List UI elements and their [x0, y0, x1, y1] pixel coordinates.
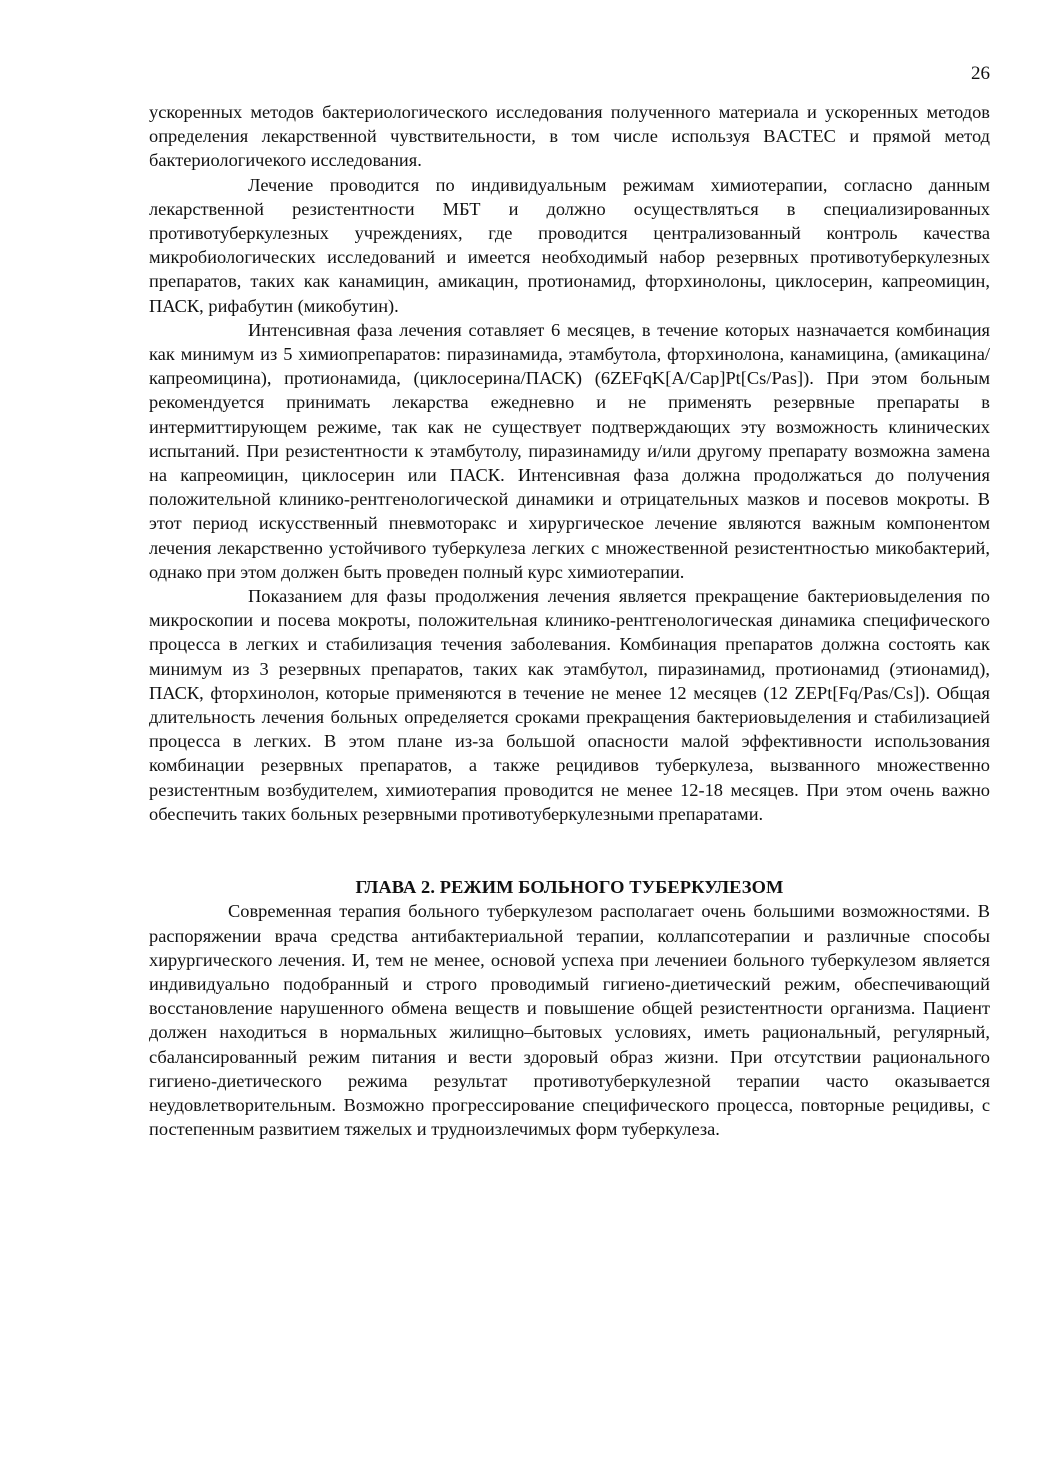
paragraph-chapter-intro: Современная терапия больного туберкулезом располагает очень большими возможностями. В распоряжении врача средства антибактериальной терапии, коллапсотерапии и различные способы хирургического лечения. И, тем не менее, основой успеха при лечениеи больного туберкулезом является индивидуально подобранный и строго проводимый гигиено-диетический режим, обеспечивающий восстановление нарушенного обмена веществ и повышение общей резистентности организма. Пациент должен находиться в нормальных жилищно–бытовых условиях, иметь рациональный, регулярный, сбалансированный режим питания и вести здоровый образ жизни. При отсутствии рационального гигиено-диетического режима результат противотуберкулезной терапии часто оказывается неудовлетворительным. Возможно прогрессирование специфического процесса, повторные рецидивы, с постепенным развитием тяжелых и трудноизлечимых форм туберкулеза. [149, 901, 990, 1140]
chapter-title: ГЛАВА 2. РЕЖИМ БОЛЬНОГО ТУБЕРКУЛЕЗОМ [355, 877, 784, 898]
paragraph-intensive-phase: Интенсивная фаза лечения сотавляет 6 месяцев, в течение которых назначается комбинация как минимум из 5 химиопрепаратов: пиразинамида, этамбутола, фторхинолона, канамицина, (амикацина/капреомицина), протионамида, (циклосерина/ПАСК) (6ZEFqK[A/Cap]Pt[Cs/Pas]). При этом больным рекомендуется принимать лекарства ежедневно и не применять резервные препараты в интермиттирующем режиме, так как не существует подтверждающих эту возможность клинических испытаний. При резистентности к этамбутолу, пиразинамиду и/или другому препарату возможна замена на капреомицин, циклосерин или ПАСК. Интенсивная фаза должна продолжаться до получения положительной клинико-рентгенологической динамики и отрицательных мазков и посевов мокроты. В этот период искусственный пневмоторакс и хирургическое лечение являются важным компонентом лечения лекарственно устойчивого туберкулеза легких с множественной резистентностью микобактерий, однако при этом должен быть проведен полный курс химиотерапии. [149, 319, 990, 582]
paragraph-continuation-phase: Показанием для фазы продолжения лечения является прекращение бактериовыделения по микроскопии и посева мокроты, положительная клинико-рентгенологическая динамика специфического процесса в легких и стабилизация течения заболевания. Комбинация препаратов должна состоять как минимум из 3 резервных препаратов, таких как этамбутол, пиразинамид, протионамид (этионамид), ПАСК, фторхинолон, которые применяются в течение не менее 12 месяцев (12 ZEPt[Fq/Pas/Cs]). Общая длительность лечения больных определяется сроками прекращения бактериовыделения и стабилизацией процесса в легких. В этом плане из-за большой опасности малой эффективности использования комбинации резервных препаратов, а также рецидивов туберкулеза, вызванного множественно резистентным возбудителем, химиотерапия проводится не менее 12-18 месяцев. При этом очень важно обеспечить таких больных резервными противотуберкулезными препаратами. [149, 586, 990, 824]
paragraph-treatment: Лечение проводится по индивидуальным режимам химиотерапии, согласно данным лекарственной резистентности МБТ и должно осуществляться в специализированных противотуберкулезных учреждениях, где проводится централизованный контроль качества микробиологических исследований и имеется необходимый набор резервных противотуберкулезных препаратов, таких как канамицин, амикацин, протионамид, фторхинолоны, циклосерин, капреомицин, ПАСК, рифабутин (микобутин). [149, 174, 990, 316]
paragraph-continuation: ускоренных методов бактериологического исследования полученного материала и ускоренных методов определения лекарственной чувствительности, в том числе используя BACTEC и прямой метод бактериологичекого исследования. [149, 102, 990, 171]
page-number: 26 [971, 63, 990, 84]
page-content [149, 100, 990, 1141]
